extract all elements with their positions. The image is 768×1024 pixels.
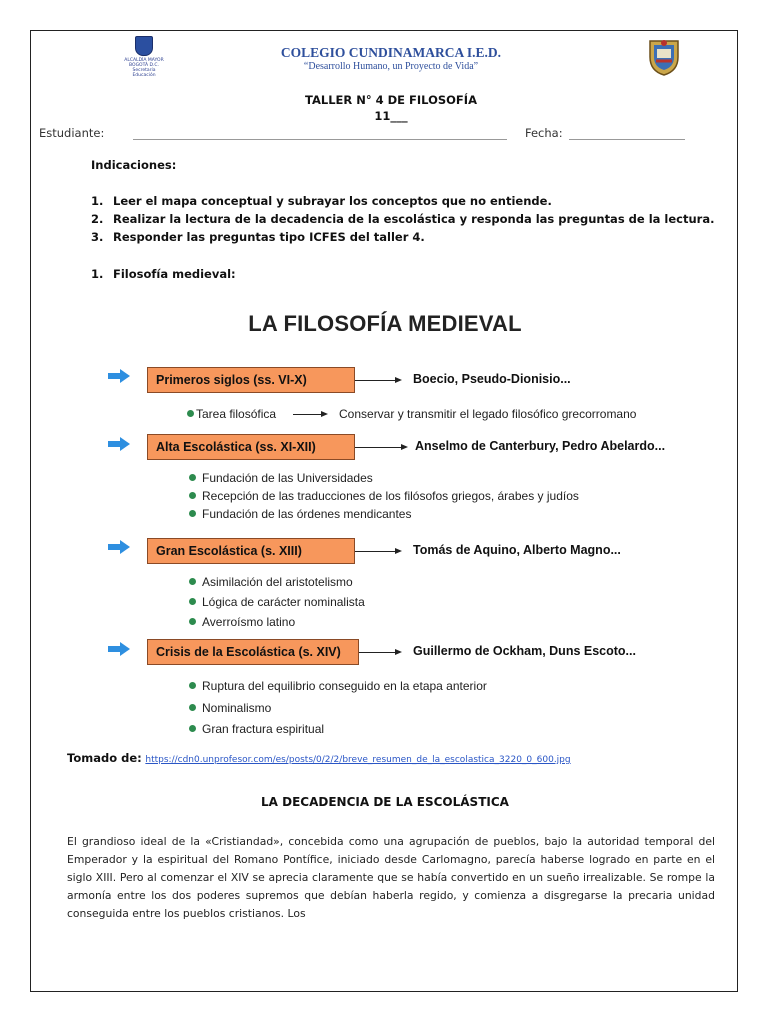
school-header bbox=[211, 31, 571, 81]
section-heading bbox=[91, 267, 236, 281]
connector-line bbox=[293, 414, 321, 415]
bullet-item: Ruptura del equilibrio conseguido en la etapa anterior bbox=[189, 679, 487, 693]
period-box: Gran Escolástica (s. XIII) bbox=[147, 538, 355, 564]
instruction-item bbox=[91, 194, 552, 208]
bullet-dot bbox=[189, 598, 196, 605]
diagram-title: LA FILOSOFÍA MEDIEVAL bbox=[248, 311, 522, 336]
reading-title: LA DECADENCIA DE LA ESCOLÁSTICA bbox=[261, 795, 509, 809]
bullet-item: Nominalismo bbox=[189, 701, 271, 715]
mayor-office-logo: ALCALDÍA MAYOR BOGOTÁ D.C. Secretaría Educación bbox=[109, 36, 179, 78]
bullet-dot bbox=[189, 618, 196, 625]
right-arrow-icon bbox=[108, 642, 130, 656]
bullet-dot bbox=[189, 578, 196, 585]
date-line[interactable] bbox=[569, 139, 685, 140]
instruction-text: Realizar la lectura de la decadencia de la escolástica y responda las preguntas de la lectura. bbox=[113, 212, 715, 226]
period-box: Primeros siglos (ss. VI-X) bbox=[147, 367, 355, 393]
task-value: Conservar y transmitir el legado filosófico grecorromano bbox=[339, 407, 637, 421]
bullet-item: Fundación de las Universidades bbox=[189, 471, 373, 485]
period-box: Alta Escolástica (ss. XI-XII) bbox=[147, 434, 355, 460]
instruction-text: Responder las preguntas tipo ICFES del taller 4. bbox=[113, 230, 425, 244]
period-authors: Boecio, Pseudo-Dionisio... bbox=[413, 372, 571, 386]
connector-arrowhead bbox=[321, 411, 328, 417]
student-name-line[interactable] bbox=[133, 139, 507, 140]
connector-line bbox=[355, 447, 401, 448]
connector-line bbox=[355, 380, 395, 381]
date-label: Fecha: bbox=[525, 126, 563, 140]
bullet-dot bbox=[189, 492, 196, 499]
connector-arrowhead bbox=[395, 548, 402, 554]
instruction-text: Leer el mapa conceptual y subrayar los conceptos que no entiende. bbox=[113, 194, 552, 208]
bullet-dot bbox=[189, 682, 196, 689]
bullet-item: Lógica de carácter nominalista bbox=[189, 595, 365, 609]
period-authors: Guillermo de Ockham, Duns Escoto... bbox=[413, 644, 636, 658]
instructions-heading: Indicaciones: bbox=[91, 158, 177, 172]
bullet-dot bbox=[189, 474, 196, 481]
instruction-number: 1. bbox=[91, 194, 104, 208]
instruction-number: 2. bbox=[91, 212, 104, 226]
school-name: COLEGIO CUNDINAMARCA I.E.D. bbox=[280, 45, 502, 60]
task-label: Tarea filosófica bbox=[196, 407, 277, 421]
bullet-item: Averroísmo latino bbox=[189, 615, 295, 629]
connector-line bbox=[355, 551, 395, 552]
student-label: Estudiante: bbox=[39, 126, 105, 140]
period-authors: Tomás de Aquino, Alberto Magno... bbox=[413, 543, 621, 557]
connector-arrowhead bbox=[395, 377, 402, 383]
instruction-number: 3. bbox=[91, 230, 104, 244]
bullet-dot bbox=[189, 704, 196, 711]
bullet-dot bbox=[187, 410, 194, 417]
document-page bbox=[30, 30, 738, 992]
bullet-dot bbox=[189, 510, 196, 517]
bullet-item: Gran fractura espiritual bbox=[189, 722, 324, 736]
instruction-item bbox=[91, 230, 425, 244]
right-arrow-icon bbox=[108, 369, 130, 383]
source-link[interactable]: https://cdn0.unprofesor.com/es/posts/0/2/2/breve_resumen_de_la_escolastica_3220_0_600.jpg bbox=[145, 755, 571, 765]
bullet-item: Fundación de las órdenes mendicantes bbox=[189, 507, 411, 521]
connector-line bbox=[359, 652, 395, 653]
reading-paragraph: El grandioso ideal de la «Cristiandad», concebida como una agrupación de pueblos, bajo la autoridad temporal del Emperador y la espiritual del Romano Pontífice, iniciado desde Carlomagno, parecía haberse logrado en parte en el siglo XIII. Pero al comenzar el XIV se aprecia claramente que se había convertido en un sueño irrealizable. Se rompe la armonía entre los dos poderes supremos que debían haberla regido, y comienza a disgregarse la precaria unidad conseguida entre los pueblos cristianos. Los bbox=[67, 835, 715, 920]
connector-arrowhead bbox=[401, 444, 408, 450]
school-motto: “Desarrollo Humano, un Proyecto de Vida” bbox=[303, 61, 479, 72]
connector-arrowhead bbox=[395, 649, 402, 655]
period-box: Crisis de la Escolástica (s. XIV) bbox=[147, 639, 359, 665]
right-arrow-icon bbox=[108, 540, 130, 554]
task-item bbox=[187, 407, 276, 421]
instruction-item bbox=[91, 212, 715, 226]
bullet-item: Asimilación del aristotelismo bbox=[189, 575, 353, 589]
worksheet-title: TALLER N° 4 DE FILOSOFÍA bbox=[305, 93, 477, 107]
source-label: Tomado de: bbox=[67, 751, 142, 765]
section-text: Filosofía medieval: bbox=[113, 267, 236, 281]
grade-field: 11___ bbox=[374, 109, 408, 123]
right-arrow-icon bbox=[108, 437, 130, 451]
period-authors: Anselmo de Canterbury, Pedro Abelardo... bbox=[415, 439, 666, 453]
bullet-dot bbox=[189, 725, 196, 732]
section-number: 1. bbox=[91, 267, 104, 281]
source-line bbox=[67, 751, 571, 765]
school-crest-icon bbox=[646, 37, 682, 77]
coat-of-arms-icon bbox=[135, 36, 153, 56]
bullet-item: Recepción de las traducciones de los filósofos griegos, árabes y judíos bbox=[189, 489, 579, 503]
